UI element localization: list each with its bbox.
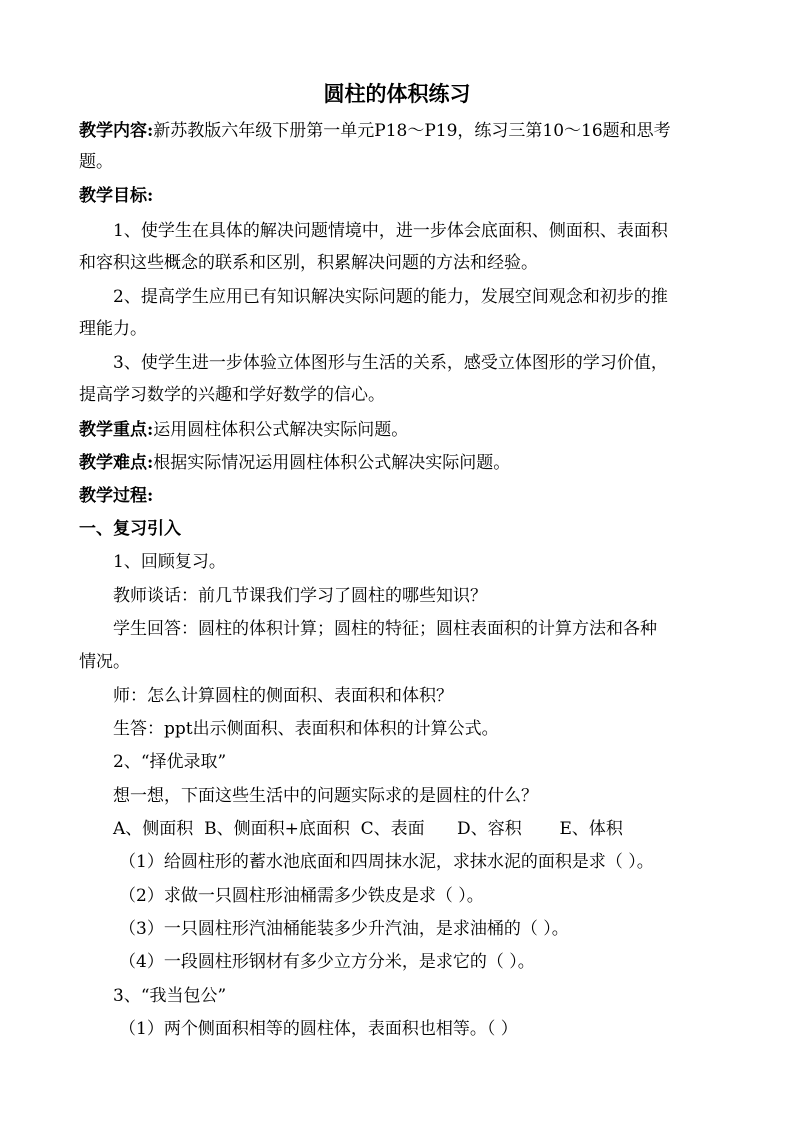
answer-options: A、侧面积 B、侧面积+底面积 C、表面 D、容积 E、体积 xyxy=(113,819,623,839)
difficulty-text: 根据实际情况运用圆柱体积公式解决实际问题。 xyxy=(153,453,511,473)
process-heading: 教学过程: xyxy=(79,486,154,506)
student-answer-line-2: 情况。 xyxy=(79,652,130,672)
content-label: 教学内容: xyxy=(79,121,154,141)
item-2: 2、“择优录取” xyxy=(113,752,227,772)
student-answer-line-1: 学生回答：圆柱的体积计算；圆柱的特征；圆柱表面积的计算方法和各种 xyxy=(113,619,657,639)
goal-2-line-1: 2、提高学生应用已有知识解决实际问题的能力，发展空间观念和初步的推 xyxy=(113,287,668,307)
section-1-heading: 一、复习引入 xyxy=(79,519,181,539)
item-3: 3、“我当包公” xyxy=(113,986,227,1006)
goal-1-line-1: 1、使学生在具体的解决问题情境中，进一步体会底面积、侧面积、表面积 xyxy=(113,221,668,241)
question-4: （4）一段圆柱形钢材有多少立方分米，是求它的（ ）。 xyxy=(119,952,535,972)
content-line xyxy=(79,119,719,143)
key-point-label: 教学重点: xyxy=(79,420,154,440)
question-2: （2）求做一只圆柱形油桶需多少铁皮是求（ ）。 xyxy=(119,886,484,906)
difficulty-label: 教学难点: xyxy=(79,453,154,473)
content-text: 新苏教版六年级下册第一单元P18～P19，练习三第10～16题和思考 xyxy=(153,121,671,141)
key-point-text: 运用圆柱体积公式解决实际问题。 xyxy=(153,420,409,440)
goals-heading: 教学目标: xyxy=(79,186,154,206)
key-point-line xyxy=(79,418,719,442)
teacher-question: 师：怎么计算圆柱的侧面积、表面积和体积？ xyxy=(113,686,453,706)
goal-2-line-2: 理能力。 xyxy=(79,319,147,339)
teacher-talk: 教师谈话：前几节课我们学习了圆柱的哪些知识？ xyxy=(113,586,487,606)
student-answer: 生答：ppt出示侧面积、表面积和体积的计算公式。 xyxy=(113,719,499,739)
question-1: （1）给圆柱形的蓄水池底面和四周抹水泥，求抹水泥的面积是求（ ）。 xyxy=(119,852,654,872)
difficulty-line xyxy=(79,451,719,475)
question-3: （3）一只圆柱形汽油桶能装多少升汽油，是求油桶的（ ）。 xyxy=(119,919,569,939)
judge-question-1: （1）两个侧面积相等的圆柱体，表面积也相等。（ ） xyxy=(119,1019,518,1039)
goal-1-line-2: 和容积这些概念的联系和区别，积累解决问题的方法和经验。 xyxy=(79,253,538,273)
goal-3-line-1: 3、使学生进一步体验立体图形与生活的关系，感受立体图形的学习价值， xyxy=(113,353,668,373)
content-line-2: 题。 xyxy=(79,152,113,172)
item-1: 1、回顾复习。 xyxy=(113,552,226,572)
page-title: 圆柱的体积练习 xyxy=(323,81,471,106)
goal-3-line-2: 提高学习数学的兴趣和学好数学的信心。 xyxy=(79,385,385,405)
think-prompt: 想一想，下面这些生活中的问题实际求的是圆柱的什么？ xyxy=(113,786,538,806)
